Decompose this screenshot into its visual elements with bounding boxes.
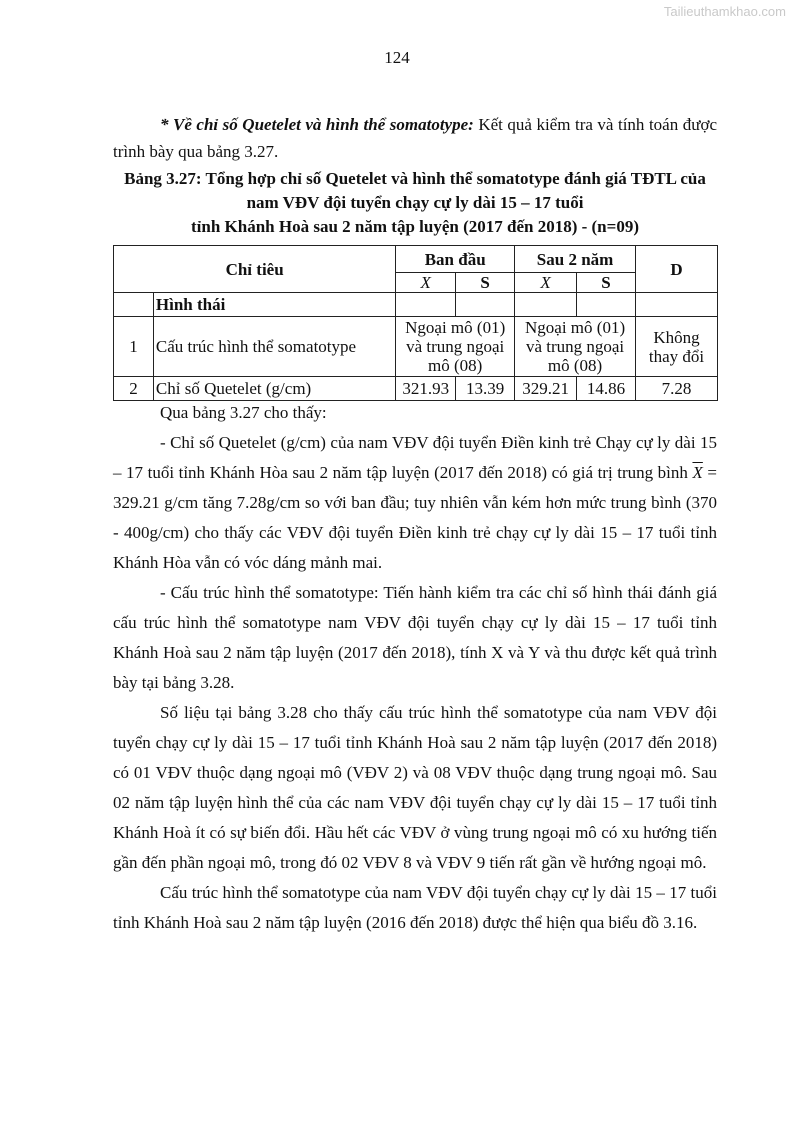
paragraph [113, 428, 717, 578]
paragraph-text: - Chỉ số Quetelet (g/cm) của nam VĐV đội tuyển Điền kinh trẻ Chạy cự ly dài 15 – 17 tuổi tỉnh Khánh Hòa sau 2 năm tập luyện (2017 đến 2018) có giá trị trung bình [113, 433, 717, 482]
row-after-sd: 14.86 [577, 377, 636, 401]
header-sd: S [577, 273, 636, 293]
row-initial: Ngoại mô (01) và trung ngoại mô (08) [396, 317, 515, 377]
row-after-mean: 329.21 [515, 377, 577, 401]
paragraph-text: = 329.21 g/cm tăng 7.28g/cm so với ban đầu; tuy nhiên vẫn kém hơn mức trung bình (370 - 400g/cm) cho thấy các VĐV đội tuyển Điền kinh trẻ chạy cự ly dài 15 – 17 tuổi tỉnh Khánh Hòa vẫn có vóc dáng mảnh mai. [113, 463, 718, 572]
row-no: 1 [114, 317, 154, 377]
quetelet-table [113, 245, 718, 401]
row-after: Ngoại mô (01) và trung ngoại mô (08) [515, 317, 636, 377]
intro-lead: * Về chỉ số Quetelet và hình thể somatotype: [160, 115, 474, 134]
table-title [113, 167, 717, 239]
header-after: Sau 2 năm [515, 246, 636, 273]
intro-paragraph [113, 111, 717, 165]
row-no: 2 [114, 377, 154, 401]
row-d: Không thay đổi [636, 317, 718, 377]
paragraph: Qua bảng 3.27 cho thấy: [160, 403, 327, 422]
row-initial-mean: 321.93 [396, 377, 456, 401]
row-name: Cấu trúc hình thể somatotype [153, 317, 395, 377]
table-title-line: tỉnh Khánh Hoà sau 2 năm tập luyện (2017 đến 2018) - (n=09) [191, 217, 639, 236]
header-initial: Ban đầu [396, 246, 515, 273]
paragraph: Cấu trúc hình thể somatotype của nam VĐV đội tuyển chạy cự ly dài 15 – 17 tuổi tỉnh Khánh Hoà sau 2 năm tập luyện (2016 đến 2018) được thể hiện qua biểu đồ 3.16. [113, 883, 717, 932]
table-row [114, 377, 718, 401]
header-d: D [636, 246, 718, 293]
header-sd: S [456, 273, 515, 293]
header-mean: $\overline{X}$ [540, 273, 551, 292]
row-d: 7.28 [636, 377, 718, 401]
intro-rest: Kết quả kiểm tra và tính toán được trình bày qua bảng 3.27. [113, 115, 717, 161]
table-title-line: Bảng 3.27: Tổng hợp chỉ số Quetelet và hình thể somatotype đánh giá TĐTL của [124, 169, 706, 188]
paragraph: - Cấu trúc hình thể somatotype: Tiến hành kiểm tra các chỉ số hình thái đánh giá cấu trúc hình thể somatotype nam VĐV đội tuyển chạy cự ly dài 15 – 17 tuổi tỉnh Khánh Hoà sau 2 năm tập luyện (2017 đến 2018), tính X và Y và thu được kết quả trình bày tại bảng 3.28. [113, 583, 717, 692]
body-text [113, 398, 717, 938]
watermark: Tailieuthamkhao.com [663, 4, 786, 19]
page-number: 124 [384, 48, 410, 67]
row-initial-sd: 13.39 [456, 377, 515, 401]
header-mean: $\overline{X}$ [420, 273, 431, 292]
paragraph: Số liệu tại bảng 3.28 cho thấy cấu trúc hình thể somatotype của nam VĐV đội tuyển chạy cự ly dài 15 – 17 tuổi tỉnh Khánh Hoà sau 2 năm tập luyện (2017 đến 2018) có 01 VĐV thuộc dạng ngoại mô (VĐV 2) và 08 VĐV thuộc dạng trung ngoại mô. Sau 02 năm tập luyện hình thể của các nam VĐV đội tuyển chạy cự ly dài 15 – 17 tuổi tỉnh Khánh Hoà ít có sự biến đổi. Hầu hết các VĐV ở vùng trung ngoại mô có xu hướng tiến gần đến phần ngoại mô, trong đó 02 VĐV 8 và VĐV 9 tiến rất gần về hướng ngoại mô. [113, 703, 717, 872]
row-name: Chỉ số Quetelet (g/cm) [153, 377, 395, 401]
table-title-line: nam VĐV đội tuyển chạy cự ly dài 15 – 17 tuổi [246, 193, 584, 212]
section-label: Hình thái [153, 293, 395, 317]
table-row [114, 317, 718, 377]
mean-symbol: $\overline{X}$ [692, 463, 703, 482]
table-section-row [114, 293, 718, 317]
header-criteria: Chỉ tiêu [114, 246, 396, 293]
